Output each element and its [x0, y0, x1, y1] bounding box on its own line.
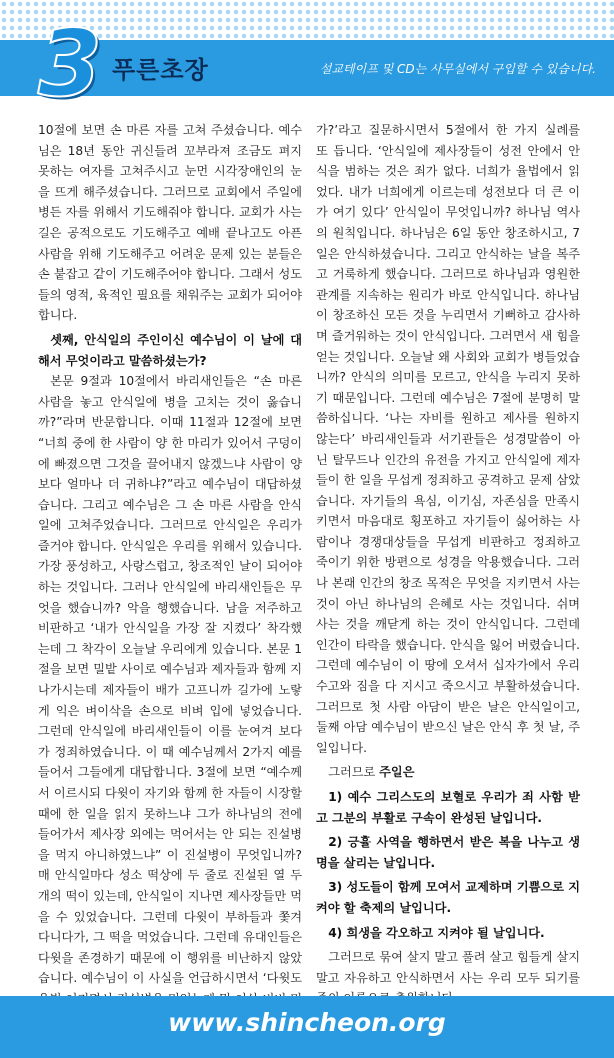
page-header	[0, 0, 614, 117]
left-column	[38, 120, 302, 1030]
left-paragraph-1: 10절에 보면 손 마른 자를 고쳐 주셨습니다. 예수님은 18년 동안 귀신들려 꼬부라져 조금도 펴지 못하는 여자를 고쳐주시고 눈먼 시각장애인의 눈을 뜨게 해주셨습니다. 그러므로 교회에서 주일에 병든 자를 위해서 기도해줘야 합니다. 교회가 사는 길은 공적으로도 기도해주고 예배 끝나고도 아픈 사람을 위해 기도해주고 어려운 문제 있는 분들은 손 붙잡고 같이 기도해주어야 합니다. 그래서 성도들의 영적, 육적인 필요를 채워주는 교회가 되어야 합니다.	[38, 123, 302, 323]
right-column	[316, 120, 580, 1009]
summary-intro-keyword: 주일은	[379, 765, 415, 780]
summary-intro-prefix: 그러므로	[328, 765, 380, 780]
section-number: 3	[38, 10, 103, 117]
section-heading: 셋째, 안식일의 주인이신 예수님이 이 날에 대해서 무엇이라고 말씀하셨는가?	[38, 332, 302, 368]
closing-paragraph: 그러므로 묶여 살지 말고 풀려 살고 힘들게 살지 말고 자유하고 안식하면서 사는 우리 모두 되기를	[316, 950, 580, 985]
header-notice: 설교테이프 및 CD는 사무실에서 구입할 수 있습니다.	[319, 62, 596, 76]
summary-list-item-2: 2) 긍휼 사역을 행하면서 받은 복을 나누고 생명을 살리는 날입니다.	[316, 835, 580, 870]
summary-list-item-3: 3) 성도들이 함께 모여서 교제하며 기쁨으로 지켜야 할 축제의 날입니다.	[316, 880, 580, 915]
page-title: 푸른초장	[112, 56, 209, 84]
summary-list-item-4: 4) 희생을 각오하고 지켜야 될 날입니다.	[328, 925, 545, 940]
summary-intro	[316, 762, 580, 783]
website-link[interactable]: www.shincheon.org	[168, 1008, 446, 1037]
page-footer	[0, 996, 614, 1058]
summary-list-item-1: 1) 예수 그리스도의 보혈로 우리가 죄 사함 받고 그분의 부활로 구속이 완성된 날입니다.	[316, 790, 580, 825]
left-paragraph-2: 본문 9절과 10절에서 바리새인들은 “손 마른 사람을 놓고 안식일에 병을 고치는 것이 옳습니까?”라며 반문합니다. 이때 11절과 12절에 보면 “너희 중에 한 사람이 양 한 마리가 있어서 구덩이에 빠졌으면 그것을 끌어내지 않겠느냐 사람이 양보다 얼마나 더 귀하냐?”라고 예수님이 대답하셨습니다. 그리고 예수님은 그 손 마른 사람을 안식일에 고쳐주었습니다. 그러므로 안식일은 우리가 즐거야 합니다. 안식일은 우리를 위해서 있습니다. 가장 풍성하고, 사랑스럽고, 창조적인 날이 되어야 하는 것입니다. 그러나 안식일에 바리새인들은 무엇을 했습니까? 악을 행했습니다. 남을 저주하고 비판하고 ‘내가 안식일을 가장 잘 지켰다’ 착각했는데 그 착각이 오늘날 우리에게 있습니다. 본문 1절을 보면 밀밭 사이로 예수님과 제자들과 함께 지나가시는데 제자들이 배가 고프니까 길가에 노랗게 익은 벼이삭을 손으로 비벼 입에 넣었습니다. 그런데 안식일에 바리새인들이 이를 눈여겨 보다가 정죄하였습니다. 이 때 예수님께서 2가지 예를 들어서 그들에게 대답합니다. 3절에 보면 “예수께서 이르시되 다윗이 자기와 함께 한 자들이 시장할 때에 한 일을 읽지 못하느냐 그가 하나님의 전에 들어가서 제사장 외에는 먹어서는 안 되는 진설병을 먹지 아니하였느냐” 이 진설병이 무엇입니까? 매 안식일마다 성소 떡상에 두 줄로 진설된 열 두 개의 떡이 있는데, 안식일이 지나면 제사장들만 먹을 수 있었습니다. 그런데 다윗이 부하들과 쫓겨 다니다가, 그 떡을 먹었습니다. 그런데 유대인들은 다윗을 존경하기 때문에 이 행위를 비난하지 않았습니다. 예수님이 이 사실을 언급하시면서 ‘다윗도	[38, 374, 302, 986]
right-paragraph-1: 가?’라고 질문하시면서 5절에서 한 가지 실례를 또 듭니다. ‘안식일에 제사장들이 성전 안에서 안식을 범하는 것은 죄가 없다. 너희가 율법에서 읽었다. 내가 너희에게 이르는데 성전보다 더 큰 이가 여기 있다’ 안식일이 무엇입니까? 하나님 역사의 원칙입니다. 하나님은 6일 동안 창조하시고, 7일은 안식하셨습니다. 그리고 안식하는 날을 복주고 거룩하게 했습니다. 그러므로 하나님과 영원한 관계를 지속하는 원리가 바로 안식입니다. 하나님이 창조하신 모든 것을 누리면서 기뻐하고 감사하며 즐거워하는 것이 안식입니다. 그러면서 새 힘을 얻는 것입니다. 오늘날 왜 사회와 교회가 병들었습니까? 안식의 의미를 모르고, 안식을 누리지 못하기 때문입니다. 그런데 예수님은 7절에 분명히 말씀하십니다. ‘나는 자비를 원하고 제사를 원하지 않는다’ 바리새인들과 서기관들은 성경말씀이 아닌 탈무드나 인간의 유전을 가지고 안식일에 제자들이 한 일을 무섭게 정죄하고 공격하고 문제 삼았습니다. 자기들의 욕심, 이기심, 자존심을 만족시키면서 마음대로 횡포하고 자기들이 싫어하는 사람이나 경쟁대상들을 무섭게 비판하고 정죄하고 죽이기 위한 방편으로 성경을 악용했습니다. 그러나 본래 인간의 창조 목적은 무엇을 지키면서 사는 것이 아닌 하나님의 은혜로 사는 것입니다. 쉬며 사는 것을 깨닫게 하는 것이 안식입니다. 그런데 인간이 타락을 했습니다. 안식을 잃어 버렸습니다. 그런데 예수님이 이 땅에 오셔서 십자가에서 우리 수고와 짐을 다 지시고 죽으시고 부활하셨습니다. 그러므로 첫 사람 아담이 받은 날은 안식일이고, 둘째 아담 예수님이 받으신 날은 안식 후 첫 날, 주일입니다.	[316, 123, 580, 755]
